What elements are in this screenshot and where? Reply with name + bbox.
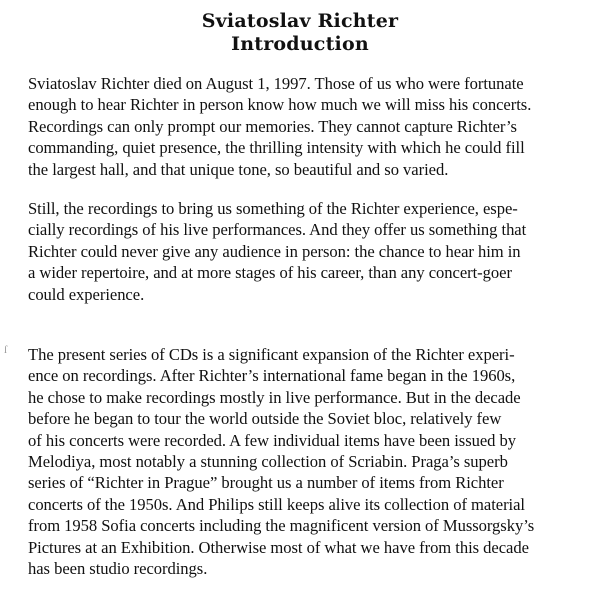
paragraph-line: a wider repertoire, and at more stages of his career, than any concert-goer: [28, 263, 512, 283]
paragraph-line: concerts of the 1950s. And Philips still keeps alive its collection of material: [28, 494, 525, 514]
paragraph-line: Sviatoslav Richter died on August 1, 1997. Those of us who were fortunate: [28, 74, 524, 93]
title-block: [0, 10, 600, 56]
paragraph-line: enough to hear Richter in person know how much we will miss his concerts.: [28, 95, 532, 115]
paragraph-2: [28, 198, 600, 305]
paragraph-line: Recordings can only prompt our memories. They cannot capture Richter’s: [28, 116, 517, 136]
paragraph-1: [28, 73, 600, 180]
paragraph-line: before he began to tour the world outside the Soviet bloc, relatively few: [28, 409, 502, 429]
paragraph-line: commanding, quiet presence, the thrilling intensity with which he could fill: [28, 138, 525, 158]
paragraph-line: Melodiya, most notably a stunning collection of Scriabin. Praga’s superb: [28, 452, 508, 472]
paragraph-line: of his concerts were recorded. A few individual items have been issued by: [28, 430, 517, 450]
paragraph-line: The present series of CDs is a significant expansion of the Richter experi-: [28, 345, 515, 364]
paragraph-line: Richter could never give any audience in person: the chance to hear him in: [28, 241, 521, 261]
paragraph-line: cially recordings of his live performances. And they offer us something that: [28, 220, 527, 240]
paragraph-line: Pictures at an Exhibition. Otherwise most of what we have from this decade: [28, 537, 529, 557]
paragraph-line: the largest hall, and that unique tone, so beautiful and so varied.: [28, 159, 449, 179]
paragraph-line: series of “Richter in Prague” brought us a number of items from Richter: [28, 473, 504, 493]
paragraph-line: Still, the recordings to bring us something of the Richter experience, espe-: [28, 199, 518, 218]
paragraph-line: ence on recordings. After Richter’s international fame began in the 1960s,: [28, 366, 516, 386]
paragraph-line: from 1958 Sofia concerts including the magnificent version of Mussorgsky’s: [28, 516, 535, 536]
paragraph-line: he chose to make recordings mostly in live performance. But in the decade: [28, 387, 521, 407]
paragraph-3: [28, 344, 600, 579]
paragraph-line: could experience.: [28, 284, 145, 304]
document-subtitle: Introduction: [231, 33, 369, 55]
margin-mark: ſ: [4, 344, 8, 356]
document-title: Sviatoslav Richter: [201, 10, 399, 32]
paragraph-line: has been studio recordings.: [28, 559, 208, 579]
